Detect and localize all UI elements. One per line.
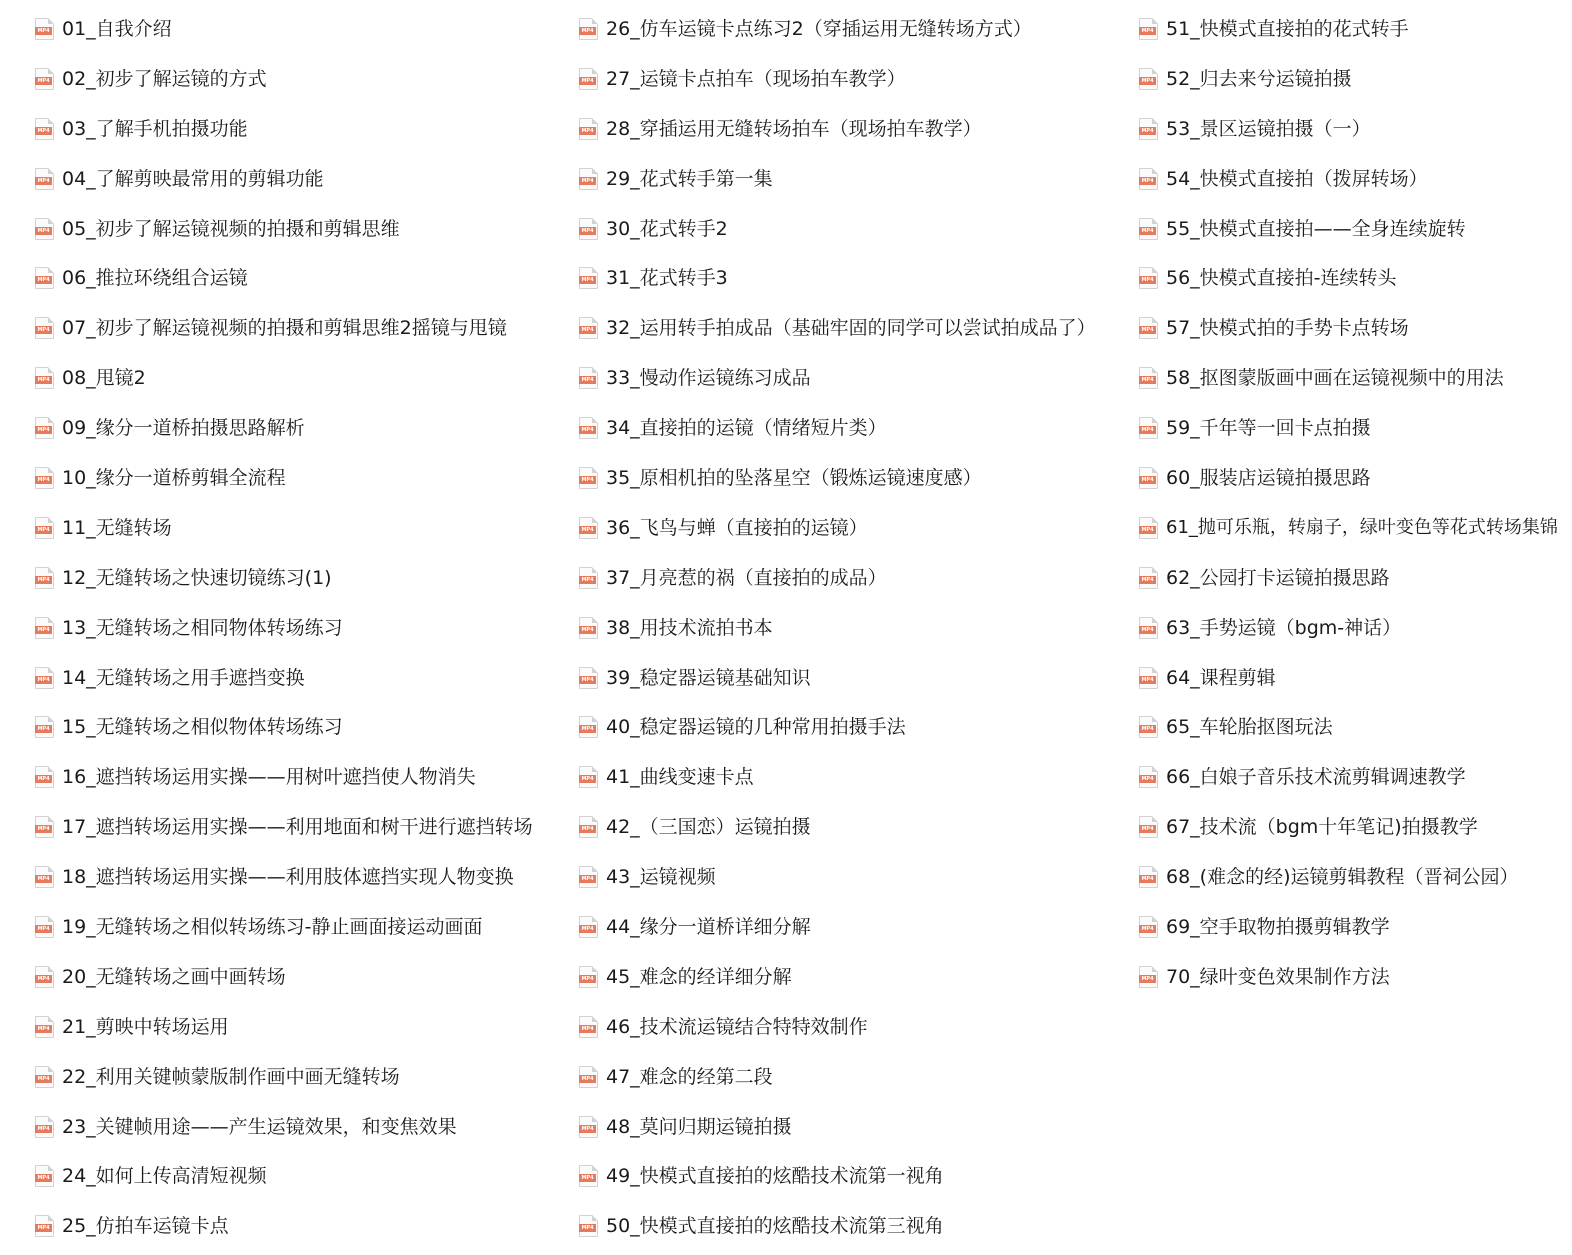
file-type-badge: MP4 (35, 177, 52, 185)
file-name: 19_无缝转场之相似转场练习-静止画面接运动画面 (62, 915, 483, 938)
file-name: 16_遮挡转场运用实操——用树叶遮挡使人物消失 (62, 766, 476, 789)
file-item[interactable] (1139, 104, 1572, 154)
file-name: 20_无缝转场之画中画转场 (62, 965, 286, 988)
file-name: 51_快模式直接拍的花式转手 (1166, 17, 1409, 40)
file-item[interactable] (35, 204, 570, 254)
file-name: 09_缘分一道桥拍摄思路解析 (62, 417, 305, 440)
file-type-badge: MP4 (1139, 177, 1156, 185)
file-name: 38_用技术流拍书本 (606, 616, 773, 639)
file-item[interactable] (1139, 802, 1572, 852)
file-item[interactable] (579, 154, 1129, 204)
file-item[interactable] (1139, 902, 1572, 952)
file-type-badge: MP4 (35, 626, 52, 634)
file-item[interactable] (35, 403, 570, 453)
mp4-file-icon (579, 367, 598, 389)
file-type-badge: MP4 (579, 1174, 596, 1182)
mp4-file-icon (1139, 866, 1158, 888)
file-item[interactable] (35, 603, 570, 653)
file-type-badge: MP4 (579, 1025, 596, 1033)
mp4-file-icon (1139, 68, 1158, 90)
mp4-file-icon (579, 1116, 598, 1138)
file-item[interactable] (1139, 4, 1572, 54)
mp4-file-icon (1139, 816, 1158, 838)
file-name: 18_遮挡转场运用实操——利用肢体遮挡实现人物变换 (62, 866, 514, 889)
file-item[interactable] (579, 702, 1129, 752)
mp4-file-icon (35, 866, 54, 888)
file-name: 45_难念的经详细分解 (606, 965, 792, 988)
file-type-badge: MP4 (579, 576, 596, 584)
file-type-badge: MP4 (579, 626, 596, 634)
file-item[interactable] (579, 603, 1129, 653)
file-type-badge: MP4 (35, 127, 52, 135)
file-type-badge: MP4 (579, 127, 596, 135)
mp4-file-icon (35, 1066, 54, 1088)
file-name: 36_飞鸟与蝉（直接拍的运镜） (606, 516, 868, 539)
mp4-file-icon (579, 1016, 598, 1038)
file-type-badge: MP4 (1139, 376, 1156, 384)
file-name: 03_了解手机拍摄功能 (62, 117, 248, 140)
file-name: 61_抛可乐瓶，转扇子，绿叶变色等花式转场集锦 (1166, 516, 1558, 538)
mp4-file-icon (579, 267, 598, 289)
mp4-file-icon (579, 866, 598, 888)
file-type-badge: MP4 (1139, 276, 1156, 284)
file-item[interactable] (1139, 653, 1572, 703)
file-type-badge: MP4 (1139, 626, 1156, 634)
mp4-file-icon (579, 118, 598, 140)
file-name: 43_运镜视频 (606, 866, 716, 889)
mp4-file-icon (35, 766, 54, 788)
file-name: 31_花式转手3 (606, 267, 728, 290)
file-name: 30_花式转手2 (606, 217, 728, 240)
mp4-file-icon (35, 1165, 54, 1187)
mp4-file-icon (35, 168, 54, 190)
file-item[interactable] (1139, 852, 1572, 902)
file-item[interactable] (35, 453, 570, 503)
file-name: 44_缘分一道桥详细分解 (606, 915, 811, 938)
mp4-file-icon (35, 467, 54, 489)
file-type-badge: MP4 (579, 426, 596, 434)
file-item[interactable] (35, 702, 570, 752)
file-item[interactable] (1139, 204, 1572, 254)
mp4-file-icon (35, 1016, 54, 1038)
mp4-file-icon (35, 1116, 54, 1138)
file-type-badge: MP4 (579, 27, 596, 35)
file-type-badge: MP4 (579, 376, 596, 384)
file-name: 22_利用关键帧蒙版制作画中画无缝转场 (62, 1065, 400, 1088)
file-item[interactable] (579, 802, 1129, 852)
file-name: 47_难念的经第二段 (606, 1065, 773, 1088)
file-item[interactable] (35, 802, 570, 852)
file-name: 08_甩镜2 (62, 367, 146, 390)
file-item[interactable] (35, 1201, 570, 1251)
mp4-file-icon (1139, 667, 1158, 689)
file-item[interactable] (579, 1102, 1129, 1152)
file-type-badge: MP4 (579, 875, 596, 883)
mp4-file-icon (35, 18, 54, 40)
file-item[interactable] (35, 4, 570, 54)
file-item[interactable] (579, 952, 1129, 1002)
file-name: 60_服装店运镜拍摄思路 (1166, 466, 1371, 489)
mp4-file-icon (35, 517, 54, 539)
file-item[interactable] (1139, 603, 1572, 653)
mp4-file-icon (1139, 966, 1158, 988)
file-type-badge: MP4 (579, 526, 596, 534)
file-name: 34_直接拍的运镜（情绪短片类） (606, 417, 887, 440)
file-item[interactable] (579, 1052, 1129, 1102)
mp4-file-icon (579, 667, 598, 689)
file-item[interactable] (1139, 553, 1572, 603)
file-item[interactable] (579, 403, 1129, 453)
file-name: 62_公园打卡运镜拍摄思路 (1166, 566, 1390, 589)
file-name: 29_花式转手第一集 (606, 167, 773, 190)
file-name: 14_无缝转场之用手遮挡变换 (62, 666, 305, 689)
file-name: 58_抠图蒙版画中画在运镜视频中的用法 (1166, 367, 1504, 390)
mp4-file-icon (579, 168, 598, 190)
file-item[interactable] (1139, 952, 1572, 1002)
file-name: 40_稳定器运镜的几种常用拍摄手法 (606, 716, 906, 739)
file-type-badge: MP4 (579, 1125, 596, 1133)
file-type-badge: MP4 (579, 326, 596, 334)
mp4-file-icon (579, 1215, 598, 1237)
file-item[interactable] (35, 1052, 570, 1102)
file-name: 65_车轮胎抠图玩法 (1166, 716, 1333, 739)
file-type-badge: MP4 (579, 177, 596, 185)
file-type-badge: MP4 (1139, 326, 1156, 334)
file-name: 37_月亮惹的祸（直接拍的成品） (606, 566, 887, 589)
mp4-file-icon (579, 1066, 598, 1088)
file-item[interactable] (1139, 154, 1572, 204)
file-type-badge: MP4 (35, 825, 52, 833)
file-type-badge: MP4 (579, 227, 596, 235)
file-item[interactable] (35, 1102, 570, 1152)
file-item[interactable] (579, 752, 1129, 802)
file-item[interactable] (35, 303, 570, 353)
file-name: 11_无缝转场 (62, 516, 172, 539)
file-item[interactable] (35, 852, 570, 902)
file-item[interactable] (1139, 353, 1572, 403)
file-item[interactable] (35, 253, 570, 303)
mp4-file-icon (35, 567, 54, 589)
file-type-badge: MP4 (1139, 426, 1156, 434)
mp4-file-icon (35, 317, 54, 339)
file-type-badge: MP4 (579, 676, 596, 684)
file-name: 33_慢动作运镜练习成品 (606, 367, 811, 390)
file-type-badge: MP4 (1139, 725, 1156, 733)
file-item[interactable] (579, 1002, 1129, 1052)
file-name: 04_了解剪映最常用的剪辑功能 (62, 167, 324, 190)
file-type-badge: MP4 (579, 77, 596, 85)
file-type-badge: MP4 (579, 725, 596, 733)
file-name: 41_曲线变速卡点 (606, 766, 754, 789)
file-type-badge: MP4 (1139, 975, 1156, 983)
file-name: 12_无缝转场之快速切镜练习(1) (62, 566, 332, 589)
file-name: 01_自我介绍 (62, 17, 172, 40)
file-item[interactable] (35, 653, 570, 703)
file-type-badge: MP4 (35, 1025, 52, 1033)
file-name: 07_初步了解运镜视频的拍摄和剪辑思维2摇镜与甩镜 (62, 317, 507, 340)
file-name: 06_推拉环绕组合运镜 (62, 267, 248, 290)
mp4-file-icon (1139, 567, 1158, 589)
file-name: 66_白娘子音乐技术流剪辑调速教学 (1166, 766, 1466, 789)
file-type-badge: MP4 (579, 1075, 596, 1083)
file-type-badge: MP4 (35, 1075, 52, 1083)
file-name: 02_初步了解运镜的方式 (62, 67, 267, 90)
mp4-file-icon (35, 716, 54, 738)
file-type-badge: MP4 (35, 276, 52, 284)
file-type-badge: MP4 (35, 227, 52, 235)
file-type-badge: MP4 (579, 276, 596, 284)
mp4-file-icon (35, 417, 54, 439)
file-type-badge: MP4 (579, 775, 596, 783)
file-item[interactable] (35, 1002, 570, 1052)
file-name: 70_绿叶变色效果制作方法 (1166, 965, 1390, 988)
file-name: 68_(难念的经)运镜剪辑教程（晋祠公园） (1166, 866, 1519, 889)
file-name: 48_莫问归期运镜拍摄 (606, 1115, 792, 1138)
file-type-badge: MP4 (35, 1174, 52, 1182)
file-type-badge: MP4 (1139, 875, 1156, 883)
mp4-file-icon (579, 417, 598, 439)
file-type-badge: MP4 (579, 975, 596, 983)
file-name: 55_快模式直接拍——全身连续旋转 (1166, 217, 1466, 240)
file-item[interactable] (1139, 54, 1572, 104)
file-item[interactable] (35, 503, 570, 553)
mp4-file-icon (579, 916, 598, 938)
file-item[interactable] (579, 353, 1129, 403)
file-type-badge: MP4 (1139, 127, 1156, 135)
file-name: 57_快模式拍的手势卡点转场 (1166, 317, 1409, 340)
file-item[interactable] (579, 503, 1129, 553)
mp4-file-icon (579, 816, 598, 838)
file-type-badge: MP4 (35, 975, 52, 983)
file-type-badge: MP4 (35, 875, 52, 883)
file-item[interactable] (35, 54, 570, 104)
file-item[interactable] (1139, 752, 1572, 802)
file-type-badge: MP4 (1139, 526, 1156, 534)
file-type-badge: MP4 (35, 775, 52, 783)
file-name: 53_景区运镜拍摄（一） (1166, 117, 1371, 140)
file-name: 23_关键帧用途——产生运镜效果，和变焦效果 (62, 1115, 457, 1138)
file-type-badge: MP4 (1139, 925, 1156, 933)
file-item[interactable] (579, 303, 1129, 353)
file-type-badge: MP4 (35, 676, 52, 684)
file-item[interactable] (579, 4, 1129, 54)
mp4-file-icon (35, 916, 54, 938)
file-name: 59_千年等一回卡点拍摄 (1166, 417, 1371, 440)
file-column-2 (579, 4, 1129, 1251)
file-name: 26_仿车运镜卡点练习2（穿插运用无缝转场方式） (606, 17, 1032, 40)
file-name: 69_空手取物拍摄剪辑教学 (1166, 915, 1390, 938)
mp4-file-icon (1139, 267, 1158, 289)
file-item[interactable] (35, 952, 570, 1002)
file-type-badge: MP4 (35, 1125, 52, 1133)
file-type-badge: MP4 (1139, 227, 1156, 235)
mp4-file-icon (35, 267, 54, 289)
file-name: 50_快模式直接拍的炫酷技术流第三视角 (606, 1215, 944, 1238)
file-item[interactable] (35, 154, 570, 204)
mp4-file-icon (35, 118, 54, 140)
mp4-file-icon (579, 716, 598, 738)
file-item[interactable] (579, 253, 1129, 303)
file-name: 52_归去来兮运镜拍摄 (1166, 67, 1352, 90)
mp4-file-icon (1139, 517, 1158, 539)
file-type-badge: MP4 (35, 476, 52, 484)
mp4-file-icon (579, 567, 598, 589)
mp4-file-icon (579, 517, 598, 539)
file-item[interactable] (35, 104, 570, 154)
mp4-file-icon (1139, 417, 1158, 439)
file-type-badge: MP4 (35, 326, 52, 334)
file-type-badge: MP4 (1139, 576, 1156, 584)
file-item[interactable] (1139, 453, 1572, 503)
mp4-file-icon (579, 617, 598, 639)
mp4-file-icon (579, 467, 598, 489)
file-type-badge: MP4 (35, 426, 52, 434)
mp4-file-icon (579, 68, 598, 90)
mp4-file-icon (1139, 18, 1158, 40)
file-type-badge: MP4 (35, 27, 52, 35)
file-item[interactable] (579, 553, 1129, 603)
file-item[interactable] (579, 1201, 1129, 1251)
file-type-badge: MP4 (579, 825, 596, 833)
mp4-file-icon (579, 766, 598, 788)
file-type-badge: MP4 (1139, 77, 1156, 85)
file-type-badge: MP4 (35, 77, 52, 85)
file-name: 27_运镜卡点拍车（现场拍车教学） (606, 67, 906, 90)
file-name: 32_运用转手拍成品（基础牢固的同学可以尝试拍成品了） (606, 317, 1096, 340)
file-name: 46_技术流运镜结合特特效制作 (606, 1015, 868, 1038)
file-item[interactable] (1139, 303, 1572, 353)
file-type-badge: MP4 (579, 476, 596, 484)
mp4-file-icon (35, 966, 54, 988)
file-name: 42_（三国恋）运镜拍摄 (606, 816, 811, 839)
file-item[interactable] (1139, 702, 1572, 752)
file-item[interactable] (579, 653, 1129, 703)
mp4-file-icon (1139, 467, 1158, 489)
mp4-file-icon (579, 218, 598, 240)
file-item[interactable] (1139, 403, 1572, 453)
mp4-file-icon (1139, 716, 1158, 738)
mp4-file-icon (1139, 617, 1158, 639)
file-item[interactable] (1139, 503, 1572, 553)
file-name: 54_快模式直接拍（拨屏转场） (1166, 167, 1428, 190)
file-type-badge: MP4 (1139, 476, 1156, 484)
mp4-file-icon (1139, 168, 1158, 190)
file-name: 28_穿插运用无缝转场拍车（现场拍车教学） (606, 117, 982, 140)
file-type-badge: MP4 (35, 376, 52, 384)
file-name: 05_初步了解运镜视频的拍摄和剪辑思维 (62, 217, 400, 240)
mp4-file-icon (579, 966, 598, 988)
file-type-badge: MP4 (35, 576, 52, 584)
mp4-file-icon (1139, 916, 1158, 938)
file-type-badge: MP4 (35, 526, 52, 534)
mp4-file-icon (579, 317, 598, 339)
mp4-file-icon (1139, 118, 1158, 140)
file-item[interactable] (579, 54, 1129, 104)
file-type-badge: MP4 (35, 925, 52, 933)
file-item[interactable] (35, 902, 570, 952)
file-item[interactable] (579, 852, 1129, 902)
file-name: 56_快模式直接拍-连续转头 (1166, 267, 1397, 290)
file-name: 67_技术流（bgm十年笔记)拍摄教学 (1166, 816, 1478, 839)
file-item[interactable] (35, 553, 570, 603)
mp4-file-icon (579, 1165, 598, 1187)
file-column-1 (35, 4, 570, 1251)
file-name: 24_如何上传高清短视频 (62, 1165, 267, 1188)
file-name: 15_无缝转场之相似物体转场练习 (62, 716, 343, 739)
file-name: 10_缘分一道桥剪辑全流程 (62, 466, 286, 489)
mp4-file-icon (579, 18, 598, 40)
mp4-file-icon (35, 68, 54, 90)
mp4-file-icon (1139, 367, 1158, 389)
file-name: 49_快模式直接拍的炫酷技术流第一视角 (606, 1165, 944, 1188)
file-type-badge: MP4 (1139, 676, 1156, 684)
file-column-3 (1139, 4, 1572, 1002)
mp4-file-icon (1139, 218, 1158, 240)
mp4-file-icon (35, 367, 54, 389)
mp4-file-icon (35, 1215, 54, 1237)
file-name: 17_遮挡转场运用实操——利用地面和树干进行遮挡转场 (62, 816, 533, 839)
file-type-badge: MP4 (35, 725, 52, 733)
file-item[interactable] (579, 1151, 1129, 1201)
file-name: 21_剪映中转场运用 (62, 1015, 229, 1038)
file-type-badge: MP4 (579, 1224, 596, 1232)
file-name: 13_无缝转场之相同物体转场练习 (62, 616, 343, 639)
mp4-file-icon (35, 617, 54, 639)
file-name: 64_课程剪辑 (1166, 666, 1276, 689)
file-item[interactable] (579, 204, 1129, 254)
file-name: 25_仿拍车运镜卡点 (62, 1215, 229, 1238)
file-item[interactable] (35, 1151, 570, 1201)
file-type-badge: MP4 (1139, 775, 1156, 783)
file-item[interactable] (579, 902, 1129, 952)
file-name: 39_稳定器运镜基础知识 (606, 666, 811, 689)
file-item[interactable] (579, 104, 1129, 154)
file-item[interactable] (1139, 253, 1572, 303)
mp4-file-icon (35, 816, 54, 838)
file-item[interactable] (35, 353, 570, 403)
file-type-badge: MP4 (35, 1224, 52, 1232)
file-item[interactable] (35, 752, 570, 802)
mp4-file-icon (35, 667, 54, 689)
mp4-file-icon (1139, 317, 1158, 339)
file-name: 35_原相机拍的坠落星空（锻炼运镜速度感） (606, 466, 982, 489)
mp4-file-icon (35, 218, 54, 240)
file-type-badge: MP4 (1139, 27, 1156, 35)
mp4-file-icon (1139, 766, 1158, 788)
file-type-badge: MP4 (1139, 825, 1156, 833)
file-type-badge: MP4 (579, 925, 596, 933)
file-name: 63_手势运镜（bgm-神话） (1166, 616, 1402, 639)
file-item[interactable] (579, 453, 1129, 503)
